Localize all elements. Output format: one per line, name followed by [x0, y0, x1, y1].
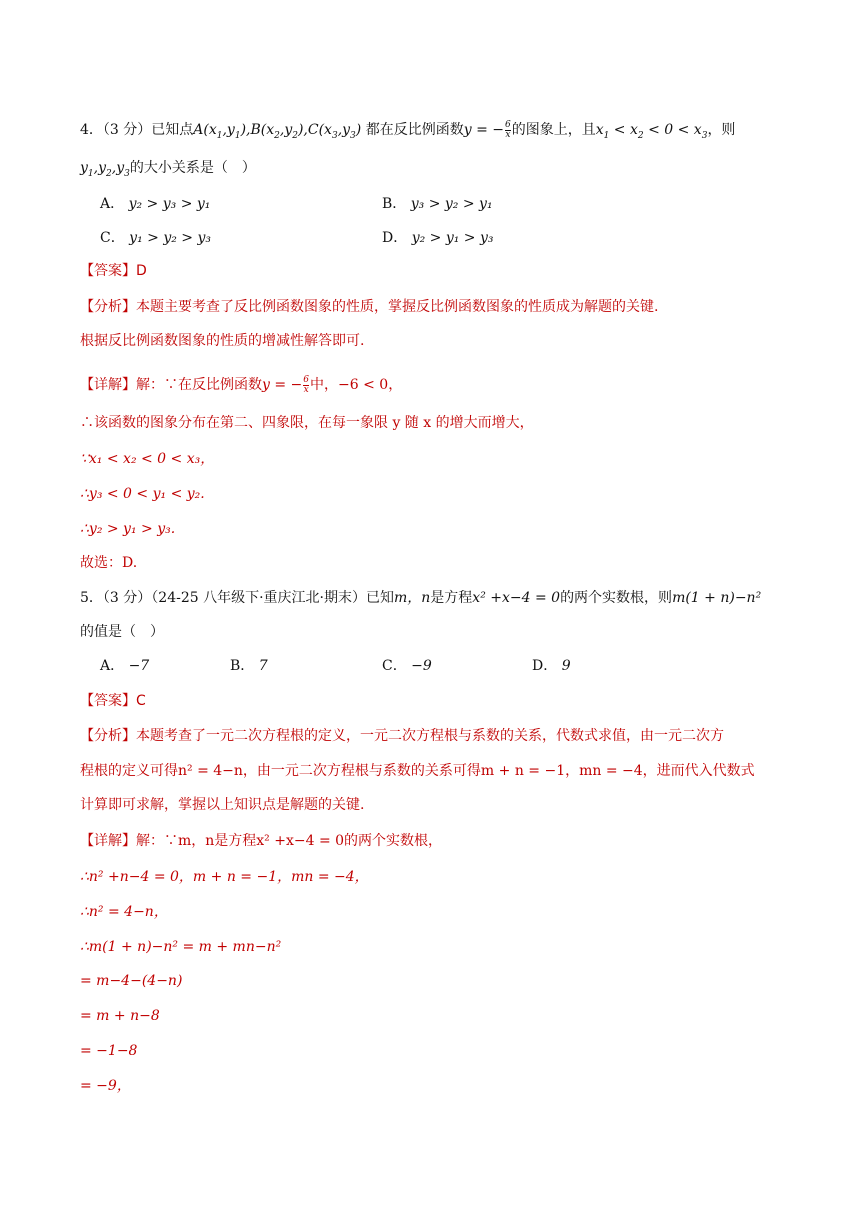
q4-detail-6: 故选：D.: [80, 555, 138, 571]
q4-answer: 【答案】D: [80, 263, 147, 279]
q5-detail-8: = −9，: [80, 1078, 131, 1094]
q4-condition: $x_1 < x_2 < 0 < x_3$: [595, 122, 708, 141]
q4-stem-text: 的图象上，且: [511, 122, 596, 138]
q4-option-d: D． y₂ > y₁ > y₃: [382, 230, 494, 246]
q4-option-b: B． y₃ > y₂ > y₁: [382, 196, 493, 212]
q4-detail-4: ∴y₃ < 0 < y₁ < y₂.: [80, 486, 205, 502]
q4-function: y = − $\frac{6}{x}$: [463, 119, 511, 140]
q4-points: （3 分）: [102, 122, 152, 138]
q4-detail-5: ∴y₂ > y₁ > y₃.: [80, 521, 176, 537]
q5-detail-3: ∴n² = 4−n，: [80, 904, 168, 920]
q4-detail-1: 【详解】解：∵在反比例函数y = − $\frac{6}{x}$ 中，−6 < 0，: [80, 374, 403, 395]
q4-stem-text: 都在反比例函数: [365, 122, 464, 138]
q5-detail-6: = m + n−8: [80, 1008, 160, 1024]
q4-stem-text: 的大小关系是（ ）: [129, 160, 256, 176]
q5-analysis-3: 计算即可求解，掌握以上知识点是解题的关键.: [80, 797, 365, 813]
q4-option-c: C． y₁ > y₂ > y₃: [100, 230, 211, 246]
q5-detail-4: ∴m(1 + n)−n² = m + mn−n²: [80, 939, 282, 955]
q5-points: （3 分）: [102, 590, 152, 606]
q5-option-a: A． −7: [100, 658, 150, 674]
q5-answer: 【答案】C: [80, 693, 146, 709]
q5-detail-5: = m−4−(4−n): [80, 973, 183, 989]
q4-stem-text: ，则: [707, 122, 736, 138]
q5-stem-line-2: 的值是（ ）: [80, 624, 164, 640]
q4-stem-line-1: [80, 119, 735, 147]
q4-detail-3: ∵x₁ < x₂ < 0 < x₃，: [80, 451, 215, 467]
q5-stem-line-1: 5．（3 分）（24-25 八年级下·重庆江北·期末）已知m，n是方程x² +x−4 = 0的两个实数根，则m(1 + n)−n²: [80, 590, 762, 606]
q5-detail-7: = −1−8: [80, 1043, 138, 1059]
q5-number: 5．: [80, 590, 103, 606]
q4-ys: $y_1,y_2,y_3$: [80, 160, 130, 179]
q4-points-abc: $A(x_1,y_1),B(x_2,y_2),C(x_3,y_3)$: [193, 122, 362, 141]
q4-stem-line-2: [80, 157, 256, 185]
q5-option-d: D． 9: [532, 658, 571, 674]
q4-stem-text: 已知点: [151, 122, 194, 138]
q4-analysis-1: 【分析】本题主要考查了反比例函数图象的性质，掌握反比例函数图象的性质成为解题的关键.: [80, 299, 659, 315]
q5-option-c: C． −9: [382, 658, 432, 674]
q4-number: 4．: [80, 122, 103, 138]
q4-option-a: A． y₂ > y₃ > y₁: [100, 196, 211, 212]
q5-analysis-1: 【分析】本题考查了一元二次方程根的定义，一元二次方程根与系数的关系，代数式求值，由一元二次方: [80, 728, 724, 744]
q5-analysis-2: 程根的定义可得n² = 4−n，由一元二次方程根与系数的关系可得m + n = −1，mn = −4，进而代入代数式: [80, 763, 755, 779]
q4-detail-2: ∴该函数的图象分布在第二、四象限，在每一象限 y 随 x 的增大而增大，: [80, 415, 534, 431]
q4-analysis-2: 根据反比例函数图象的性质的增减性解答即可.: [80, 333, 365, 349]
q5-source: （24-25 八年级下·重庆江北·期末）: [151, 590, 366, 606]
q5-detail-1: 【详解】解：∵m，n是方程x² +x−4 = 0的两个实数根，: [80, 833, 443, 849]
q5-option-b: B． 7: [230, 658, 268, 674]
q5-detail-2: ∴n² +n−4 = 0，m + n = −1，mn = −4，: [80, 869, 369, 885]
